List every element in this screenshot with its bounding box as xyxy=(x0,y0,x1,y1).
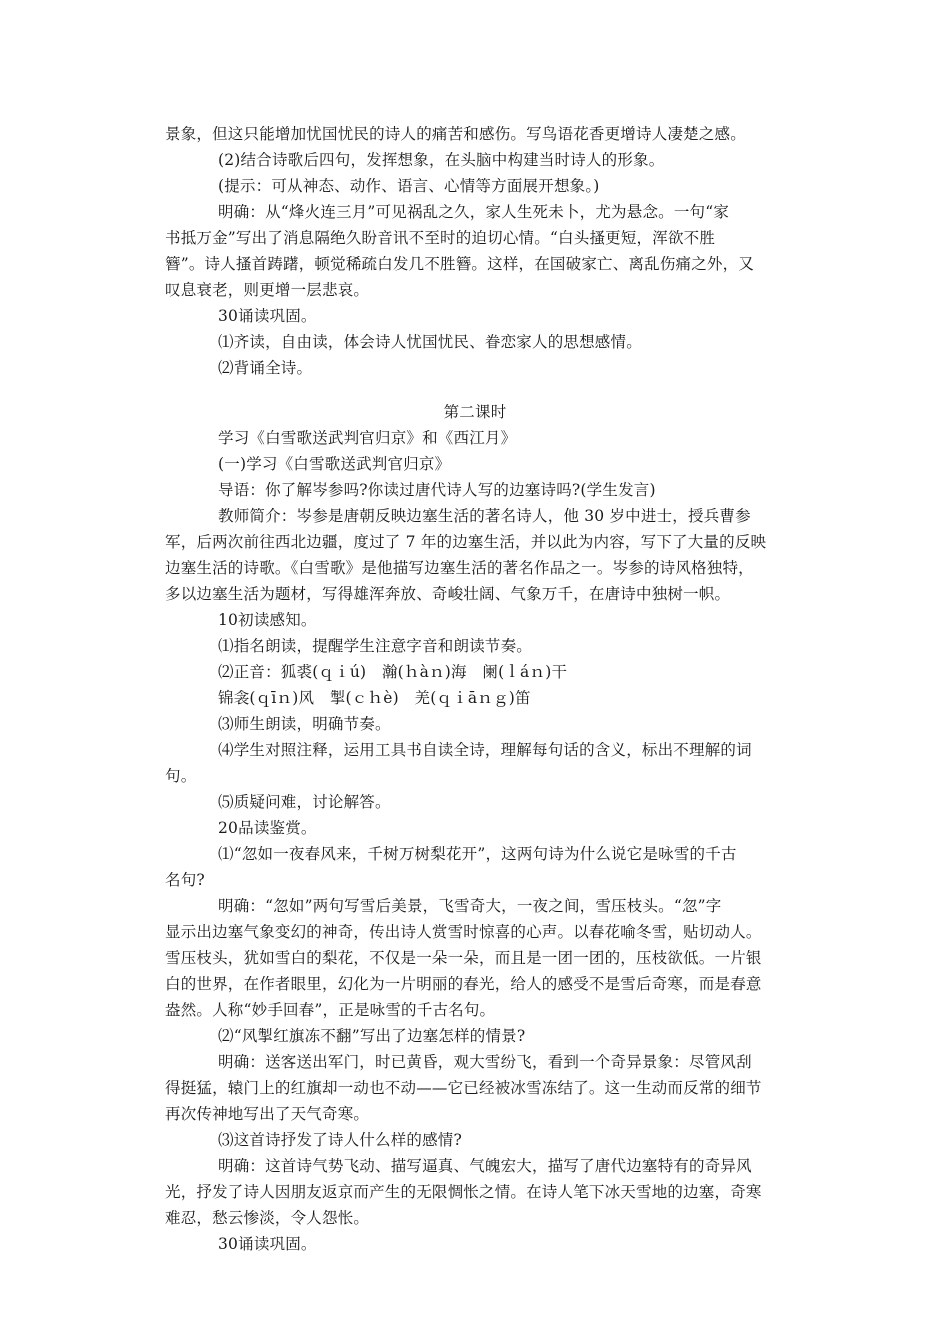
text-line: 明确：这首诗气势飞动、描写逼真、气魄宏大，描写了唐代边塞特有的奇异风 xyxy=(218,1157,752,1175)
text-line: (2)结合诗歌后四句，发挥想象，在头脑中构建当时诗人的形象。 xyxy=(218,151,665,169)
text-line: (一)学习《白雪歌送武判官归京》 xyxy=(218,455,451,473)
text-line: 明确：“忽如”两句写雪后美景，飞雪奇大，一夜之间，雪压枝头。“忽”字 xyxy=(218,897,722,915)
text-line: 20品读鉴赏。 xyxy=(218,819,317,837)
text-line: ⑷学生对照注释，运用工具书自读全诗，理解每句话的含义，标出不理解的词 xyxy=(218,741,752,759)
text-line: 30诵读巩固。 xyxy=(218,1235,317,1253)
text-line: 10初读感知。 xyxy=(218,611,317,629)
text-line: ⑴“忽如一夜春风来，千树万树梨花开”，这两句诗为什么说它是咏雪的千古 xyxy=(218,845,737,863)
text-line: 白的世界，在作者眼里，幻化为一片明丽的春光，给人的感受不是雪后奇寒，而是春意 xyxy=(165,975,762,993)
text-line: 得挺猛，辕门上的红旗却一动也不动——它已经被冰雪冻结了。这一生动而反常的细节 xyxy=(165,1079,762,1097)
text-line: ⑴指名朗读，提醒学生注意字音和朗读节奏。 xyxy=(218,637,533,655)
text-line: 盎然。人称“妙手回春”，正是咏雪的千古名句。 xyxy=(165,1001,496,1019)
text-line: 边塞生活的诗歌。《白雪歌》是他描写边塞生活的著名作品之一。岑参的诗风格独特， xyxy=(165,559,754,577)
text-line: 再次传神地写出了天气奇寒。 xyxy=(165,1105,370,1123)
text-line: 明确：送客送出军门，时已黄昏，观大雪纷飞，看到一个奇异景象：尽管风刮 xyxy=(218,1053,752,1071)
text-line: 30诵读巩固。 xyxy=(218,307,317,325)
text-line: 难忍，愁云惨淡，令人怨怅。 xyxy=(165,1209,370,1227)
text-line: 多以边塞生活为题材，写得雄浑奔放、奇峻壮阔、气象万千，在唐诗中独树一帜。 xyxy=(165,585,731,603)
text-line: 学习《白雪歌送武判官归京》和《西江月》 xyxy=(218,429,517,447)
text-line: 句。 xyxy=(165,767,197,785)
section-title: 第二课时 xyxy=(443,403,507,421)
text-line: 教师简介：岑参是唐朝反映边塞生活的著名诗人，他 30 岁中进士，授兵曹参 xyxy=(218,507,751,525)
text-line: 簪”。诗人搔首踌躇，顿觉稀疏白发几不胜簪。这样，在国破家亡、离乱伤痛之外，又 xyxy=(165,255,755,273)
text-line: ⑴齐读，自由读，体会诗人忧国忧民、眷恋家人的思想感情。 xyxy=(218,333,642,351)
text-line: 叹息衰老，则更增一层悲哀。 xyxy=(165,281,370,299)
text-line: (提示：可从神态、动作、语言、心情等方面展开想象。) xyxy=(218,177,600,195)
text-line: 明确：从“烽火连三月”可见祸乱之久，家人生死未卜，尤为悬念。一句“家 xyxy=(218,203,730,221)
text-line: 书抵万金”写出了消息隔绝久盼音讯不至时的迫切心情。“白头搔更短，浑欲不胜 xyxy=(165,229,716,247)
text-line: 光，抒发了诗人因朋友返京而产生的无限惆怅之情。在诗人笔下冰天雪地的边塞，奇寒 xyxy=(165,1183,762,1201)
text-line: 显示出边塞气象变幻的神奇，传出诗人赏雪时惊喜的心声。以春花喻冬雪，贴切动人。 xyxy=(165,923,762,941)
text-line: 雪压枝头，犹如雪白的梨花，不仅是一朵一朵，而且是一团一团的，压枝欲低。一片银 xyxy=(165,949,762,967)
text-line: ⑵“风掣红旗冻不翻”写出了边塞怎样的情景? xyxy=(218,1027,526,1045)
text-line: 锦衾(ｑīｎ)风 掣(ｃｈè) 羌(ｑｉāｎｇ)笛 xyxy=(218,689,531,707)
text-line: 景象，但这只能增加忧国忧民的诗人的痛苦和感伤。写鸟语花香更增诗人凄楚之感。 xyxy=(165,125,746,143)
text-line: 军，后两次前往西北边疆，度过了 7 年的边塞生活，并以此为内容，写下了大量的反映 xyxy=(165,533,767,551)
text-line: ⑶师生朗读，明确节奏。 xyxy=(218,715,391,733)
text-line: 名句? xyxy=(165,871,205,889)
text-line: 导语：你了解岑参吗?你读过唐代诗人写的边塞诗吗?(学生发言) xyxy=(218,481,656,499)
text-line: ⑶这首诗抒发了诗人什么样的感情? xyxy=(218,1131,463,1149)
text-line: ⑵正音：狐裘(ｑｉú) 瀚(ｈàｎ)海 阑(ｌáｎ)干 xyxy=(218,663,568,681)
text-line: ⑸质疑问难，讨论解答。 xyxy=(218,793,391,811)
text-line: ⑵背诵全诗。 xyxy=(218,359,313,377)
